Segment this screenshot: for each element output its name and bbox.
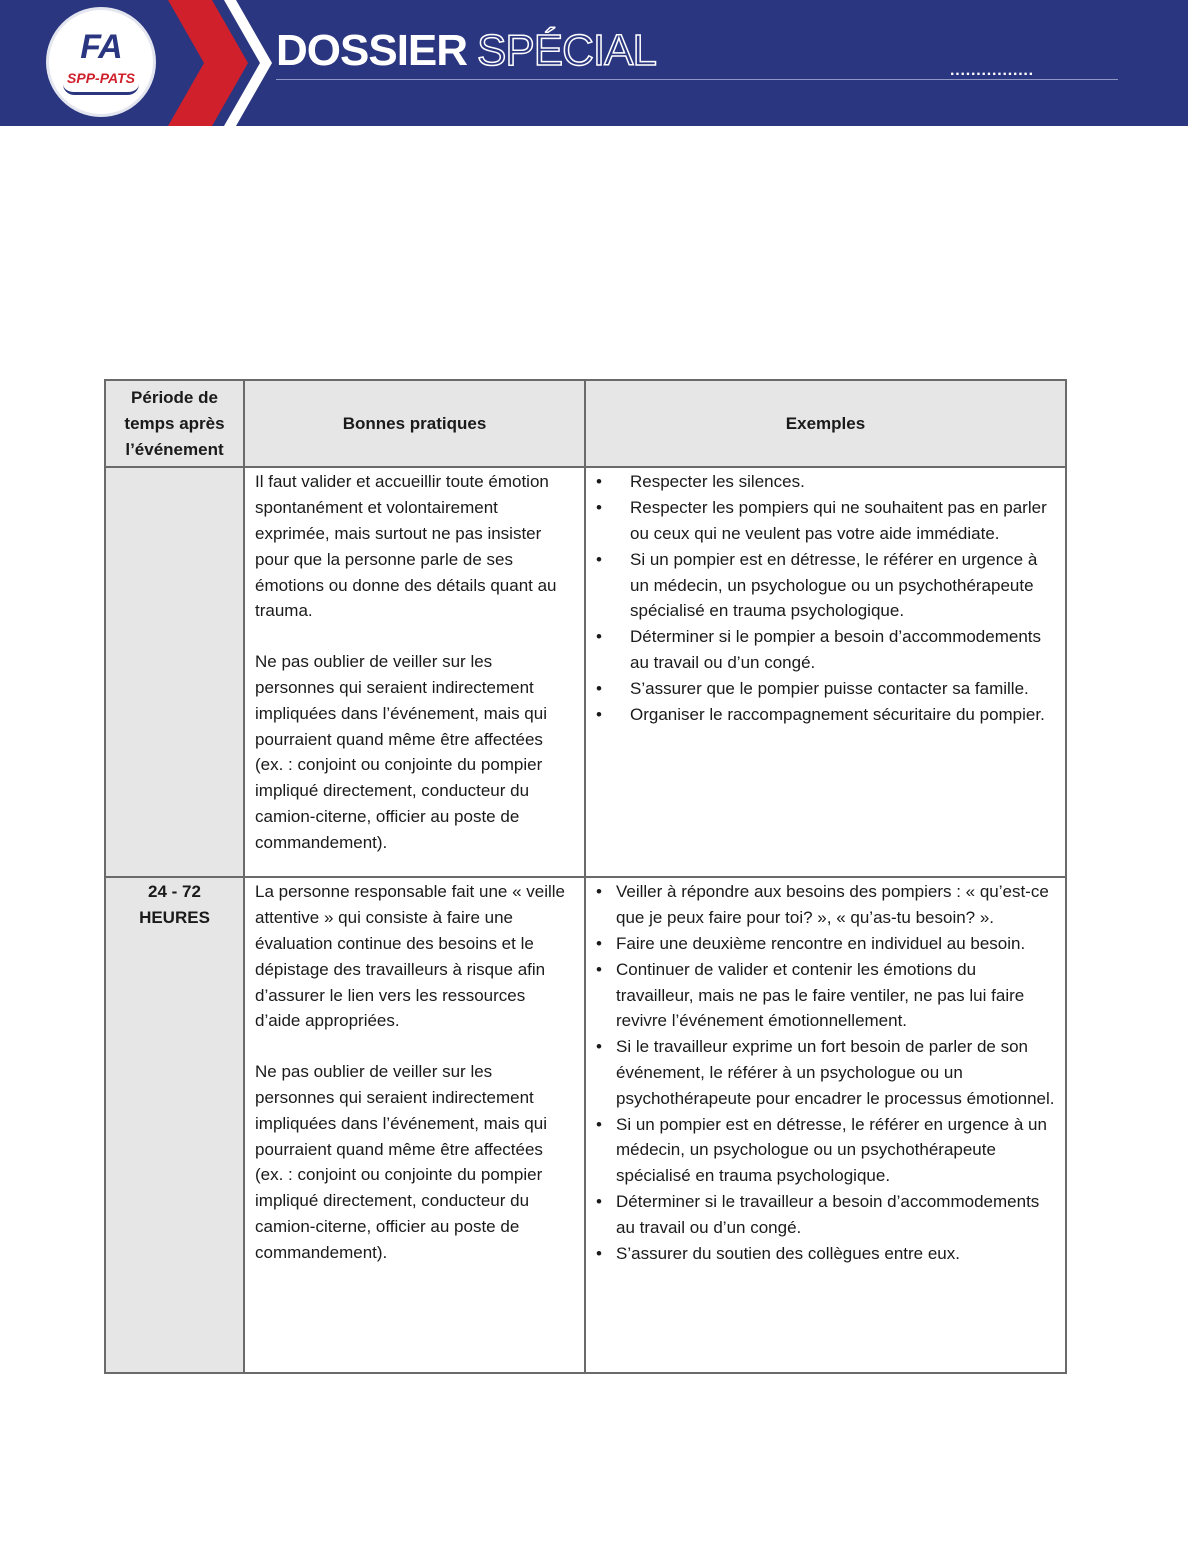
trauma-practices-table [104, 379, 1067, 1374]
header-exemples: Exemples [585, 380, 1066, 467]
exemples-cell [585, 877, 1066, 1373]
page-header [0, 0, 1188, 126]
pratiques-cell [244, 877, 585, 1373]
list-item: • S’assurer que le pompier puisse contacter sa famille. [592, 676, 1055, 702]
pratiques-paragraph: Ne pas oublier de veiller sur les personnes qui seraient indirectement impliquées dans l’événement, mais qui pourraient quand même être affectées (ex. : conjoint ou conjointe du pompier impliqué directement, conducteur du camion-citerne, officier au poste de commandement). [255, 652, 547, 852]
list-item: • Si le travailleur exprime un fort besoin de parler de son événement, le référer à un psychologue ou un psychothérapeute pour encadrer le processus émotionnel. [592, 1034, 1055, 1111]
period-line: HEURES [139, 908, 210, 928]
header-period-line: Période de [131, 388, 218, 407]
header-pratiques: Bonnes pratiques [244, 380, 585, 467]
pratiques-cell [244, 467, 585, 877]
list-item: • Respecter les silences. [592, 469, 1055, 495]
list-item: • Si un pompier est en détresse, le référer en urgence à un médecin, un psychologue ou un psychothérapeute spécialisé en trauma psychologique. [592, 1112, 1055, 1189]
table-row [105, 467, 1066, 877]
list-item: • Déterminer si le travailleur a besoin d’accommodements au travail ou d’un congé. [592, 1189, 1055, 1241]
title-bold: DOSSIER [276, 26, 468, 75]
exemples-list [592, 469, 1055, 727]
logo-fa-text: FA [80, 28, 122, 66]
list-item: • S’assurer du soutien des collègues entre eux. [592, 1241, 1055, 1267]
logo-ring [63, 84, 139, 95]
page-title [276, 26, 656, 76]
list-item: • Si un pompier est en détresse, le référer en urgence à un médecin, un psychologue ou un psychothérapeute spécialisé en trauma psychologique. [592, 547, 1055, 624]
exemples-cell [585, 467, 1066, 877]
title-outline: SPÉCIAL [477, 26, 656, 75]
header-period-line: temps après [124, 413, 225, 433]
header-period-line: l’événement [125, 439, 224, 459]
header-period [105, 380, 244, 467]
header-dots: ................ [950, 62, 1034, 79]
list-item: • Veiller à répondre aux besoins des pompiers : « qu’est-ce que je peux faire pour toi? », « qu’as-tu besoin? ». [592, 879, 1055, 931]
list-item: • Respecter les pompiers qui ne souhaitent pas en parler ou ceux qui ne veulent pas votre aide immédiate. [592, 495, 1055, 547]
period-cell [105, 877, 244, 1373]
period-cell [105, 467, 244, 877]
list-item: • Continuer de valider et contenir les émotions du travailleur, mais ne pas le faire ventiler, ne pas lui faire revivre l’événement émotionnellement. [592, 957, 1055, 1034]
list-item: • Organiser le raccompagnement sécuritaire du pompier. [592, 702, 1055, 728]
pratiques-paragraph: Il faut valider et accueillir toute émotion spontanément et volontairement exprimée, mais surtout ne pas insister pour que la personne parle de ses émotions ou donne des détails quant au trauma. [255, 472, 557, 621]
list-item: • Faire une deuxième rencontre en individuel au besoin. [592, 931, 1055, 957]
period-line: 24 - 72 [148, 882, 201, 902]
header-rule [276, 79, 1118, 80]
pratiques-paragraph: La personne responsable fait une « veille attentive » qui consiste à faire une évaluation continue des besoins et le dépistage des travailleurs à risque afin d’assurer le lien vers les ressources d’aide appropriées. [255, 882, 565, 1031]
list-item: • Déterminer si le pompier a besoin d’accommodements au travail ou d’un congé. [592, 624, 1055, 676]
pratiques-paragraph: Ne pas oublier de veiller sur les personnes qui seraient indirectement impliquées dans l’événement, mais qui pourraient quand même être affectées (ex. : conjoint ou conjointe du pompier impliqué directement, conducteur du camion-citerne, officier au poste de commandement). [255, 1062, 547, 1262]
fa-spp-pats-logo [49, 10, 153, 114]
table-header-row [105, 380, 1066, 467]
table-row [105, 877, 1066, 1373]
logo-sub-text: SPP-PATS [67, 70, 135, 86]
exemples-list [592, 879, 1055, 1266]
